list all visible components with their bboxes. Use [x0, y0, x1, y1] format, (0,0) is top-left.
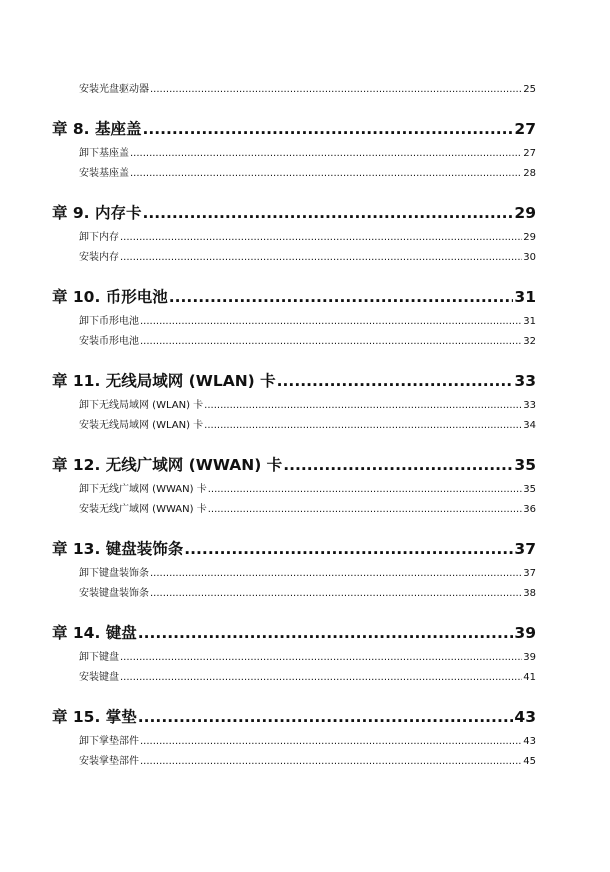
toc-chapter-label: 章 13. 键盘装饰条 — [52, 540, 184, 558]
toc-chapter-page: 33 — [514, 372, 536, 390]
dot-leader — [208, 500, 523, 520]
toc-chapter-8[interactable] — [52, 118, 536, 140]
toc-entry[interactable] — [52, 668, 536, 688]
dot-leader — [150, 564, 522, 584]
toc-entry-page: 35 — [523, 484, 536, 495]
toc-chapter-page: 35 — [514, 456, 536, 474]
toc-entry-page: 25 — [523, 84, 536, 95]
dot-leader — [169, 286, 514, 308]
toc-chapter-label: 章 10. 币形电池 — [52, 288, 168, 306]
toc-chapter-label: 章 14. 键盘 — [52, 624, 137, 642]
toc-chapter-page: 43 — [514, 708, 536, 726]
toc-entry-label: 卸下基座盖 — [79, 148, 129, 159]
toc-entry[interactable] — [52, 732, 536, 752]
toc-entry-label: 卸下无线广域网 (WWAN) 卡 — [79, 484, 207, 495]
toc-chapter-page: 27 — [514, 120, 536, 138]
dot-leader — [150, 80, 522, 100]
toc-chapter-15[interactable] — [52, 706, 536, 728]
toc-entry-page: 31 — [523, 316, 536, 327]
dot-leader — [120, 648, 522, 668]
toc-entry[interactable] — [52, 648, 536, 668]
toc-entry-page: 32 — [523, 336, 536, 347]
table-of-contents — [52, 80, 536, 772]
toc-entry-page: 29 — [523, 232, 536, 243]
toc-entry[interactable] — [52, 228, 536, 248]
toc-chapter-14[interactable] — [52, 622, 536, 644]
toc-entry[interactable] — [52, 752, 536, 772]
dot-leader — [283, 454, 513, 476]
toc-entry-label: 安装币形电池 — [79, 336, 139, 347]
toc-entry[interactable] — [52, 416, 536, 436]
toc-entry[interactable] — [52, 144, 536, 164]
toc-entry-page: 28 — [523, 168, 536, 179]
toc-entry-label: 卸下无线局域网 (WLAN) 卡 — [79, 400, 204, 411]
toc-entry-label: 安装无线广域网 (WWAN) 卡 — [79, 504, 207, 515]
toc-entry[interactable] — [52, 396, 536, 416]
dot-leader — [204, 416, 522, 436]
toc-entry-label: 卸下币形电池 — [79, 316, 139, 327]
toc-entry-label: 安装无线局域网 (WLAN) 卡 — [79, 420, 204, 431]
toc-entry[interactable] — [52, 584, 536, 604]
toc-entry-label: 安装光盘驱动器 — [79, 84, 149, 95]
dot-leader — [140, 312, 522, 332]
toc-entry[interactable] — [52, 480, 536, 500]
toc-chapter-label: 章 15. 掌垫 — [52, 708, 137, 726]
dot-leader — [142, 118, 513, 140]
toc-entry-page: 34 — [523, 420, 536, 431]
toc-entry-page: 33 — [523, 400, 536, 411]
toc-entry-page: 36 — [523, 504, 536, 515]
dot-leader — [142, 202, 513, 224]
toc-entry[interactable] — [52, 312, 536, 332]
toc-entry-page: 38 — [523, 588, 536, 599]
dot-leader — [140, 732, 522, 752]
toc-entry-page: 45 — [523, 756, 536, 767]
toc-entry-page: 37 — [523, 568, 536, 579]
toc-entry[interactable] — [52, 248, 536, 268]
toc-chapter-12[interactable] — [52, 454, 536, 476]
toc-chapter-page: 39 — [514, 624, 536, 642]
toc-entry-page: 43 — [523, 736, 536, 747]
toc-chapter-13[interactable] — [52, 538, 536, 560]
toc-entry-install-optical-drive[interactable] — [52, 80, 536, 100]
toc-entry-label: 卸下键盘装饰条 — [79, 568, 149, 579]
toc-entry-page: 41 — [523, 672, 536, 683]
toc-chapter-page: 37 — [514, 540, 536, 558]
toc-chapter-11[interactable] — [52, 370, 536, 392]
toc-entry-page: 30 — [523, 252, 536, 263]
dot-leader — [138, 706, 514, 728]
toc-chapter-label: 章 11. 无线局域网 (WLAN) 卡 — [52, 372, 276, 390]
toc-entry-page: 39 — [523, 652, 536, 663]
dot-leader — [204, 396, 522, 416]
toc-entry[interactable] — [52, 164, 536, 184]
toc-entry-label: 安装键盘 — [79, 672, 119, 683]
toc-chapter-page: 31 — [514, 288, 536, 306]
dot-leader — [120, 668, 522, 688]
toc-entry-label: 安装内存 — [79, 252, 119, 263]
toc-entry-page: 27 — [523, 148, 536, 159]
dot-leader — [184, 538, 513, 560]
toc-chapter-label: 章 9. 内存卡 — [52, 204, 142, 222]
toc-entry-label: 卸下掌垫部件 — [79, 736, 139, 747]
toc-chapter-10[interactable] — [52, 286, 536, 308]
dot-leader — [130, 144, 522, 164]
toc-chapter-9[interactable] — [52, 202, 536, 224]
toc-entry-label: 安装掌垫部件 — [79, 756, 139, 767]
dot-leader — [138, 622, 514, 644]
dot-leader — [277, 370, 514, 392]
dot-leader — [120, 228, 522, 248]
dot-leader — [150, 584, 522, 604]
toc-chapter-label: 章 8. 基座盖 — [52, 120, 142, 138]
toc-entry[interactable] — [52, 332, 536, 352]
dot-leader — [130, 164, 522, 184]
toc-chapter-page: 29 — [514, 204, 536, 222]
toc-entry-label: 卸下键盘 — [79, 652, 119, 663]
dot-leader — [140, 752, 522, 772]
toc-entry-label: 卸下内存 — [79, 232, 119, 243]
toc-entry[interactable] — [52, 564, 536, 584]
dot-leader — [120, 248, 522, 268]
dot-leader — [208, 480, 523, 500]
toc-entry-label: 安装键盘装饰条 — [79, 588, 149, 599]
dot-leader — [140, 332, 522, 352]
toc-chapter-label: 章 12. 无线广域网 (WWAN) 卡 — [52, 456, 283, 474]
toc-entry-label: 安装基座盖 — [79, 168, 129, 179]
toc-entry[interactable] — [52, 500, 536, 520]
